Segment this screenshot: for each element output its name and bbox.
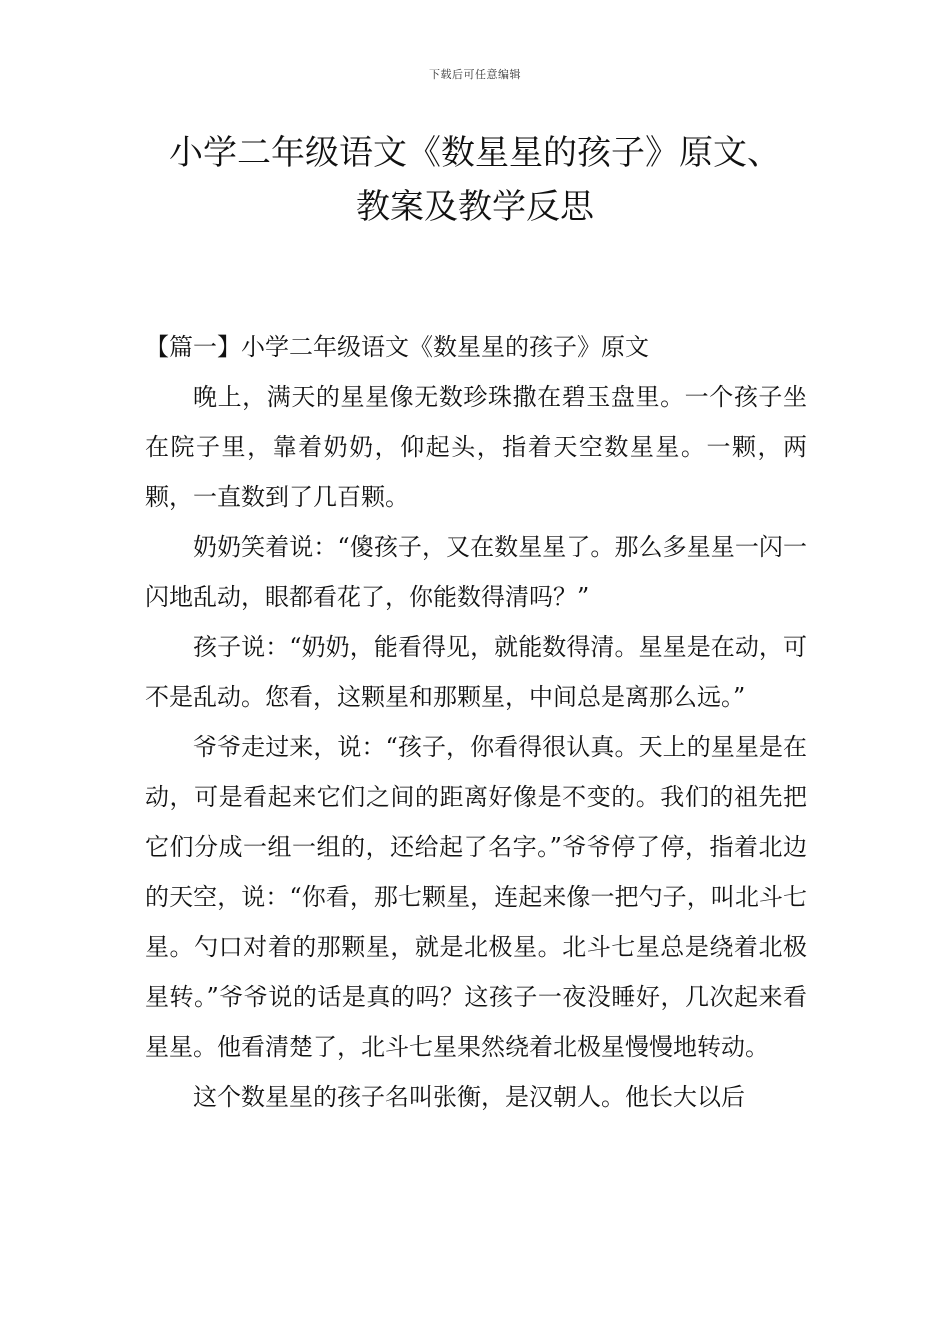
title-line-1: 小学二年级语文《数星星的孩子》原文、: [169, 133, 781, 173]
paragraph-5: 这个数星星的孩子名叫张衡，是汉朝人。他长大以后: [193, 1083, 745, 1111]
paragraph-1: 晚上，满天的星星像无数珍珠撒在碧玉盘里。一个孩子坐在院子里，靠着奶奶，仰起头，指着天空数星星。一颗，两颗，一直数到了几百颗。: [145, 383, 807, 511]
paragraph-3: 孩子说：“奶奶，能看得见，就能数得清。星星是在动，可不是乱动。您看，这颗星和那颗星，中间总是离那么远。”: [145, 633, 807, 711]
document-title: [100, 126, 850, 234]
paragraph-2: 奶奶笑着说：“傻孩子，又在数星星了。那么多星星一闪一闪地乱动，眼都看花了，你能数得清吗？”: [145, 533, 807, 611]
section-heading: 【篇一】小学二年级语文《数星星的孩子》原文: [145, 333, 649, 361]
document-body: [145, 322, 807, 1122]
paragraph-4: 爷爷走过来，说：“孩子，你看得很认真。天上的星星是在动，可是看起来它们之间的距离好像是不变的。我们的祖先把它们分成一组一组的，还给起了名字。”爷爷停了停，指着北边的天空，说：“你看，那七颗星，连起来像一把勺子，叫北斗七星。勺口对着的那颗星，就是北极星。北斗七星总是绕着北极星转。”爷爷说的话是真的吗？这孩子一夜没睡好，几次起来看星星。他看清楚了，北斗七星果然绕着北极星慢慢地转动。: [145, 733, 807, 1061]
header-note: 下载后可任意编辑: [429, 68, 521, 81]
title-line-2: 教案及教学反思: [356, 187, 594, 227]
